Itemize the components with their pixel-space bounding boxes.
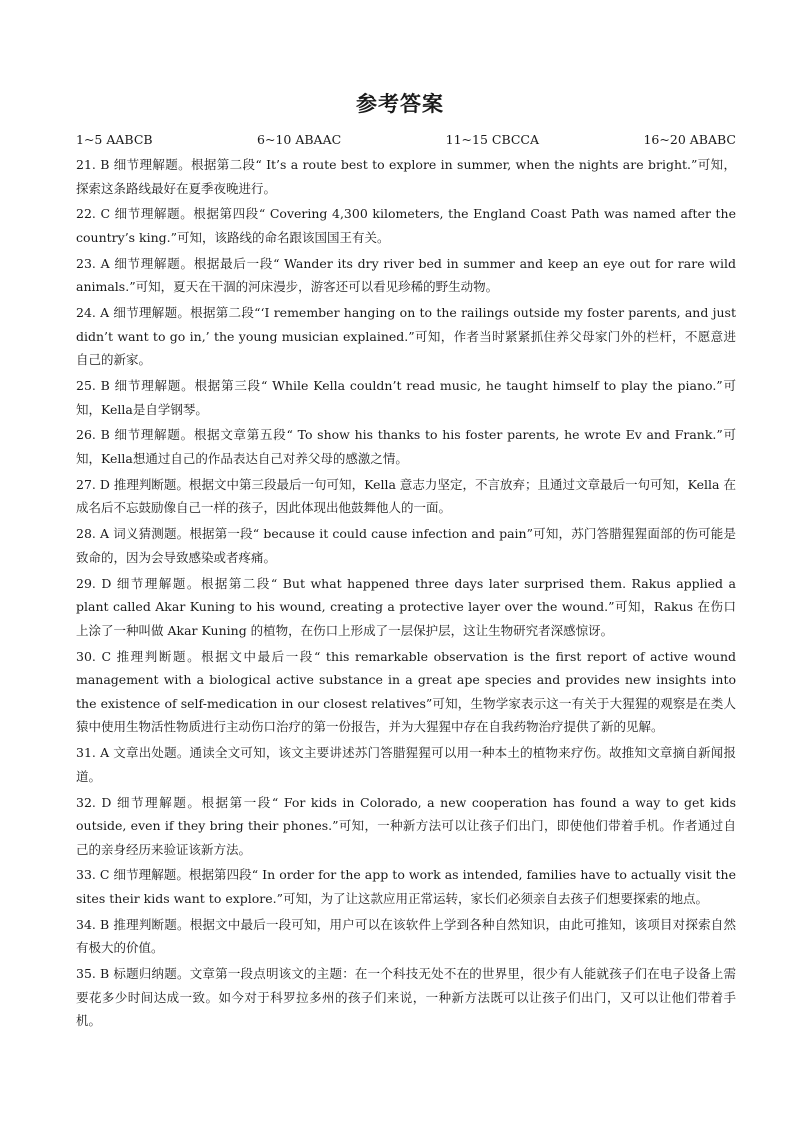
answer-31: 31. A 文章出处题。通读全文可知，该文主要讲述苏门答腊猩猩可以用一种本土的植物来疗伤。故推知文章摘自新闻报道。 xyxy=(76,745,736,784)
answer-27: 27. D 推理判断题。根据文中第三段最后一句可知，Kella 意志力坚定，不言放弃；且通过文章最后一句可知，Kella 在成名后不忘鼓励像自己一样的孩子，因此体现出他鼓舞他人的一面。 xyxy=(76,476,736,516)
answer-34: 34. B 推理判断题。根据文中最后一段可知，用户可以在该软件上学到各种自然知识，由此可推知，该项目对探索自然有极大的价值。 xyxy=(76,916,736,956)
answer-24: 24. A 细节理解题。根据第二段“‘I remember hanging on to the railings outside my foster parents, and just didn’t want to go in,’ the young musician explained.”可知，作者当时紧紧抓住养父母家门外的栏杆，不愿意进自己的新家。 xyxy=(76,305,736,368)
answer-29: 29. D 细节理解题。根据第二段“ But what happened three days later surprised them. Rakus applied a plant called Akar Kuning to his wound, creating a protective layer over the wound.”可知，Rakus 在伤口上涂了一种叫做 Akar Kuning 的植物，在伤口上形成了一层保护层，这让生物研究者深感惊讶。 xyxy=(76,575,736,638)
answer-range-16-20: 16~20 ABABC xyxy=(643,132,736,147)
answer-32: 32. D 细节理解题。根据第一段“ For kids in Colorado, a new cooperation has found a way to get kids outside, even if they bring their phones.”可知，一种新方法可以让孩子们出门，即使他们带着手机。作者通过自己的亲身经历来验证该新方法。 xyxy=(76,794,736,857)
answer-28: 28. A 词义猜测题。根据第一段“ because it could cause infection and pain”可知，苏门答腊猩猩面部的伤可能是致命的，因为会导致感染或者疼痛。 xyxy=(76,526,736,565)
answer-range-6-10: 6~10 ABAAC xyxy=(257,132,342,147)
answer-35: 35. B 标题归纳题。文章第一段点明该文的主题：在一个科技无处不在的世界里，很少有人能就孩子们在电子设备上需要花多少时间达成一致。如今对于科罗拉多州的孩子们来说，一种新方法既可以让孩子们出门，又可以让他们带着手机。 xyxy=(76,966,736,1029)
answer-23: 23. A 细节理解题。根据最后一段“ Wander its dry river bed in summer and keep an eye out for rare wild animals.”可知，夏天在干涸的河床漫步，游客还可以看见珍稀的野生动物。 xyxy=(76,255,736,295)
answer-25: 25. B 细节理解题。根据第三段“ While Kella couldn’t read music, he taught himself to play the piano.”可知，Kella是自学钢琴。 xyxy=(76,378,736,417)
answer-22: 22. C 细节理解题。根据第四段“ Covering 4,300 kilometers, the England Coast Path was named after the country’s king.”可知，该路线的命名跟该国国王有关。 xyxy=(76,206,736,245)
answer-33: 33. C 细节理解题。根据第四段“ In order for the app to work as intended, families have to actually visit the sites their kids want to explore.”可知，为了让这款应用正常运转，家长们必须亲自去孩子们想要探索的地点。 xyxy=(76,867,736,907)
answer-range-1-5: 1~5 AABCB xyxy=(76,132,153,147)
answer-26: 26. B 细节理解题。根据文章第五段“ To show his thanks to his foster parents, he wrote Ev and Frank.”可知，Kella想通过自己的作品表达自己对养父母的感激之情。 xyxy=(76,427,736,467)
answer-21: 21. B 细节理解题。根据第二段“ It’s a route best to explore in summer, when the nights are bright.”可知，探索这条路线最好在夏季夜晚进行。 xyxy=(76,157,736,196)
answer-ranges-row xyxy=(76,132,736,147)
answer-range-11-15: 11~15 CBCCA xyxy=(445,132,540,147)
answer-30: 30. C 推理判断题。根据文中最后一段“ this remarkable observation is the first report of active wound management with a biological active substance in a great ape species and provides new insights into the existence of self-medication in our closest relatives”可知，生物学家表示这一有关于大猩猩的观察是在类人猿中使用生物活性物质进行主动伤口治疗的第一份报告，并为大猩猩中存在自我药物治疗提供了新的见解。 xyxy=(76,648,736,735)
answer-explanations xyxy=(76,153,736,1035)
page-title: 参考答案 xyxy=(356,91,444,116)
